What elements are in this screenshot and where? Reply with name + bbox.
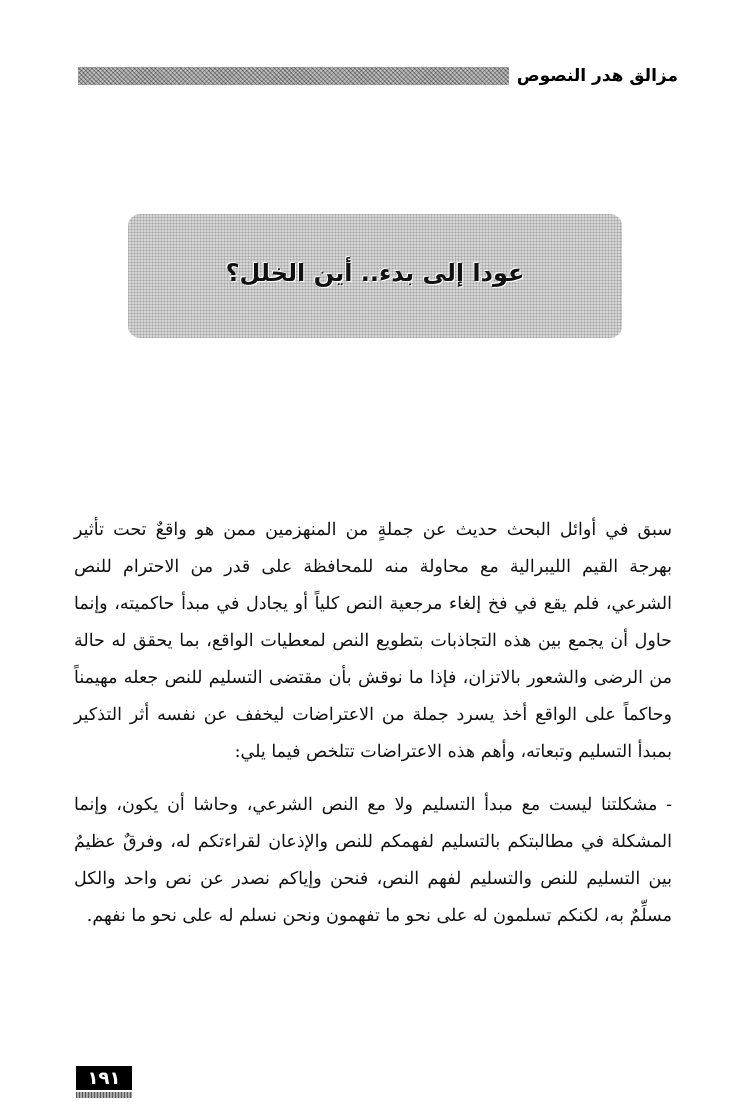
paragraph: سبق في أوائل البحث حديث عن جملةٍ من المنهزمين ممن هو واقعٌ تحت تأثير بهرجة القيم الليبرالية مع محاولة منه للمحافظة على قدر من الاحترام للنص الشرعي، فلم يقع في فخ إلغاء مرجعية النص كلياً أو يجادل في مبدأ حاكميته، وإنما حاول أن يجمع بين هذه التجاذبات بتطويع النص لمعطيات الواقع، بما يحقق له حالة من الرضى والشعور بالاتزان، فإذا ما نوقش بأن مقتضى التسليم للنص جعله مهيمناً وحاكماً على الواقع أخذ يسرد جملة من الاعتراضات ليخفف عن نفسه أثر التذكير بمبدأ التسليم وتبعاته، وأهم هذه الاعتراضات تتلخص فيما يلي: <box>74 520 672 762</box>
header-decorative-band <box>78 67 509 85</box>
page-number: ١٩١ <box>76 1066 132 1090</box>
paragraph: - مشكلتنا ليست مع مبدأ التسليم ولا مع النص الشرعي، وحاشا أن يكون، وإنما المشكلة في مطالبتكم بالتسليم لفهمكم للنص والإذعان لقراءتكم له، وفرقٌ عظيمٌ بين التسليم للنص والتسليم لفهم النص، فنحن وإياكم نصدر عن نص واحد والكل مسلِّمٌ به، لكنكم تسلمون له على نحو ما تفهمون ونحن نسلم له على نحو ما نفهم. <box>74 795 672 926</box>
body-text <box>74 512 672 935</box>
chapter-title-box <box>128 214 622 338</box>
running-header <box>78 62 678 90</box>
page-number-decoration <box>76 1092 132 1098</box>
book-title: مزالق هدر النصوص <box>516 66 678 86</box>
chapter-title: عودا إلى بدء.. أين الخلل؟ <box>225 259 525 287</box>
